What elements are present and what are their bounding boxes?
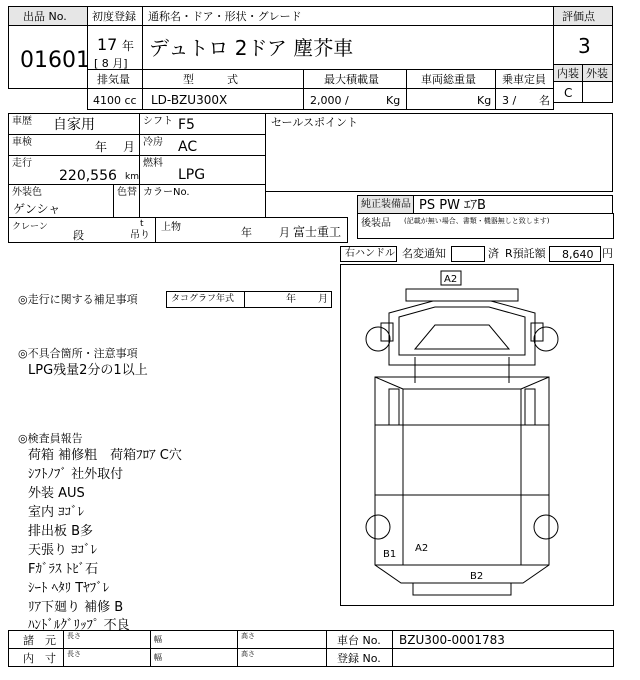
shift-label: シフト [143, 116, 173, 127]
grade-value-cell [553, 25, 613, 65]
crane-step: 段 [73, 229, 84, 242]
interior-dim-label: 内 寸 [23, 652, 56, 665]
chassis-value-cell [392, 630, 614, 649]
color-value: ゲンシャ [13, 202, 61, 216]
fuel-cell [139, 155, 266, 185]
crane-cell [8, 217, 156, 243]
history-cell [8, 113, 140, 135]
first-reg-year: 17 [97, 35, 118, 54]
chassis-label: 車台 No. [337, 634, 381, 647]
lot-label: 出品 No. [23, 10, 67, 23]
capacity-label: 乗車定員 [502, 73, 546, 86]
inspector-line: 荷箱 補修粗 荷箱ﾌﾛｱ C穴 [28, 448, 182, 463]
equipment-value-cell [413, 195, 613, 214]
rear-bumper [413, 583, 511, 595]
truck-diagram [341, 265, 613, 605]
interior-label: 内装 [557, 67, 579, 80]
tacho-divider [244, 292, 245, 307]
name-label: 通称名・ドア・形状・グレード [148, 10, 302, 23]
recycle-value: 8,640 [562, 248, 594, 261]
body-side-panel [525, 389, 535, 425]
tacho-month: 月 [318, 294, 328, 305]
tacho-label: タコグラフ年式 [171, 294, 235, 304]
exterior-label-cell [582, 64, 613, 82]
inspection-year: 年 [95, 140, 108, 154]
width-label: 幅 [154, 635, 162, 644]
capacity-value: 3 / [502, 94, 517, 107]
interior-value-cell [553, 81, 583, 103]
inspector-title: ◎検査員報告 [18, 432, 83, 445]
equipment-label-cell [357, 195, 414, 214]
wheel-front-right [534, 327, 558, 351]
car-name: デュトロ 2ドア 塵芥車 [149, 36, 354, 60]
color-no-cell [139, 184, 266, 218]
steering-cell [340, 246, 397, 262]
inspection-label: 車検 [12, 137, 32, 148]
inspection-month: 月 [123, 140, 136, 154]
aftermarket-note: (記載が無い場合、書類・機器無しと致します) [404, 217, 550, 225]
interior-label-cell [553, 64, 583, 82]
length-cell [63, 630, 151, 649]
damage-mark: A2 [415, 543, 429, 554]
defect-title: ◎不具合箇所・注意事項 [18, 347, 138, 360]
color-label: 外装色 [12, 187, 42, 198]
sales-point-label: セールスポイント [271, 116, 359, 129]
ac-value: AC [178, 139, 198, 155]
recycle-mark: 済 [488, 247, 499, 260]
mileage-label: 走行 [12, 158, 32, 169]
first-reg-label-cell [87, 6, 143, 26]
body-top [403, 389, 521, 565]
equipment-value: PS PW ｴｱB [419, 198, 486, 213]
recycle-value-cell [549, 246, 601, 262]
max-load-value-cell [303, 88, 407, 110]
body-edge [375, 377, 403, 389]
shift-cell [139, 113, 266, 135]
mileage-value: 220,556 [59, 168, 117, 184]
height-label: 高さ [241, 632, 255, 640]
cab-top [399, 307, 525, 355]
model-label: 型 式 [183, 73, 238, 86]
shift-value: F5 [178, 117, 195, 133]
length-label: 長さ [67, 650, 81, 658]
capacity-label-cell [495, 69, 554, 89]
reg-value-cell [392, 648, 614, 667]
first-reg-month: [ 8 月] [94, 57, 128, 70]
history-label: 車歴 [12, 116, 32, 127]
recycle-label: R預託額 [505, 247, 546, 260]
left-mirror [381, 323, 393, 341]
interior-value: C [564, 86, 573, 100]
body-edge [521, 377, 549, 389]
inspector-line: 外装 AUS [28, 486, 85, 501]
mileage-unit: km [125, 172, 139, 182]
capacity-value-cell [495, 88, 554, 110]
interior-height-cell [237, 648, 327, 667]
size-label-cell [8, 630, 64, 649]
name-label-cell [142, 6, 554, 26]
gross-weight-label: 車両総重量 [421, 73, 476, 86]
gross-weight-label-cell [406, 69, 496, 89]
tacho-cell [166, 291, 332, 308]
chassis-value: BZU300-0001783 [399, 633, 505, 647]
height-cell [237, 630, 327, 649]
body-side-panel [389, 389, 399, 425]
right-mirror [531, 323, 543, 341]
first-reg-year-unit: 年 [122, 39, 135, 53]
interior-width-cell [150, 648, 238, 667]
displacement-value: 4100 cc [93, 94, 137, 107]
running-title: ◎走行に関する補足事項 [18, 293, 138, 306]
damage-mark: B1 [383, 549, 397, 560]
color-change-cell [113, 184, 140, 218]
steering-value: 右ハンドル [345, 248, 395, 259]
displacement-value-cell [87, 88, 143, 110]
color-cell [8, 184, 114, 218]
lot-label-cell [8, 6, 88, 26]
inspector-line: ｼｰﾄ ﾍﾀﾘ Tﾔﾌﾞﾚ [28, 581, 110, 596]
ac-cell [139, 134, 266, 156]
fuel-label: 燃料 [143, 158, 163, 169]
chassis-label-cell [326, 630, 393, 649]
ac-label: 冷房 [143, 137, 163, 148]
fuel-value: LPG [178, 167, 206, 183]
damage-mark: A2 [444, 274, 458, 285]
sales-point-cell [265, 113, 613, 192]
body-maker: 富士重工 [293, 225, 342, 239]
max-load-label-cell [303, 69, 407, 89]
windshield [415, 325, 509, 349]
size-label: 諸 元 [23, 634, 56, 647]
aftermarket-label: 後装品 [361, 218, 391, 229]
name-change-label: 名変通知 [402, 247, 446, 260]
displacement-label: 排気量 [97, 73, 130, 86]
model-value-cell [142, 88, 304, 110]
width-cell [150, 630, 238, 649]
gross-weight-value-cell [406, 88, 496, 110]
body-month: 月 [279, 226, 290, 239]
body-year: 年 [241, 226, 252, 239]
displacement-label-cell [87, 69, 143, 89]
lot-number-cell [8, 25, 88, 89]
model-value: LD-BZU300X [151, 93, 228, 107]
width-label: 幅 [154, 653, 162, 662]
body-cell [155, 217, 348, 243]
grade-value: 3 [578, 34, 591, 58]
wheel-rear-left [366, 515, 390, 539]
crane-hang: 吊り [130, 230, 150, 241]
first-reg-value-cell [87, 25, 143, 70]
reg-label: 登録 No. [337, 652, 381, 665]
interior-dim-label-cell [8, 648, 64, 667]
interior-length-cell [63, 648, 151, 667]
color-no-label: カラーNo. [143, 187, 190, 198]
mileage-cell [8, 155, 140, 185]
defect-line: LPG残量2分の1以上 [28, 363, 148, 378]
wheel-rear-right [534, 515, 558, 539]
equipment-label: 純正装備品 [361, 199, 411, 210]
car-name-cell [142, 25, 554, 70]
max-load-value: 2,000 / [310, 94, 349, 107]
color-change-label: 色替 [117, 187, 137, 198]
capacity-unit: 名 [539, 94, 550, 107]
crane-label: クレーン [12, 222, 48, 232]
height-label: 高さ [241, 650, 255, 658]
exterior-value-cell [582, 81, 613, 103]
lot-number: 01601 [20, 48, 90, 73]
inspector-line: Fｶﾞﾗｽ ﾄﾋﾞ石 [28, 562, 99, 577]
reg-label-cell [326, 648, 393, 667]
inspection-cell [8, 134, 140, 156]
grade-label-cell [553, 6, 613, 26]
wheel-front-left [366, 327, 390, 351]
length-label: 長さ [67, 632, 81, 640]
front-bumper [406, 289, 518, 301]
max-load-unit: Kg [386, 94, 401, 107]
inspector-line: 室内 ﾖｺﾞﾚ [28, 505, 85, 520]
inspector-line: ﾘｱ下廻り 補修 B [28, 600, 124, 615]
damage-mark: B2 [470, 571, 484, 582]
aftermarket-cell [357, 213, 614, 239]
tacho-year: 年 [286, 294, 296, 305]
inspector-line: 天張り ﾖｺﾞﾚ [28, 543, 98, 558]
inspector-line: ｼﾌﾄﾉﾌﾞ 社外取付 [28, 467, 124, 482]
crane-ton: t [140, 219, 144, 229]
name-change-box [451, 246, 485, 262]
recycle-unit: 円 [602, 247, 613, 260]
history-value: 自家用 [53, 117, 95, 133]
exterior-label: 外装 [586, 67, 608, 80]
first-reg-label: 初度登録 [92, 10, 136, 23]
gross-weight-unit: Kg [477, 94, 492, 107]
body-outline [375, 377, 549, 583]
inspector-line: ﾊﾝﾄﾞﾙｸﾞﾘｯﾌﾟ 不良 [28, 618, 130, 633]
truck-diagram-frame [340, 264, 614, 606]
model-label-cell [142, 69, 304, 89]
inspector-line: 排出板 B多 [28, 524, 94, 539]
max-load-label: 最大積載量 [324, 73, 379, 86]
grade-label: 評価点 [562, 10, 595, 23]
body-label: 上物 [161, 222, 181, 233]
